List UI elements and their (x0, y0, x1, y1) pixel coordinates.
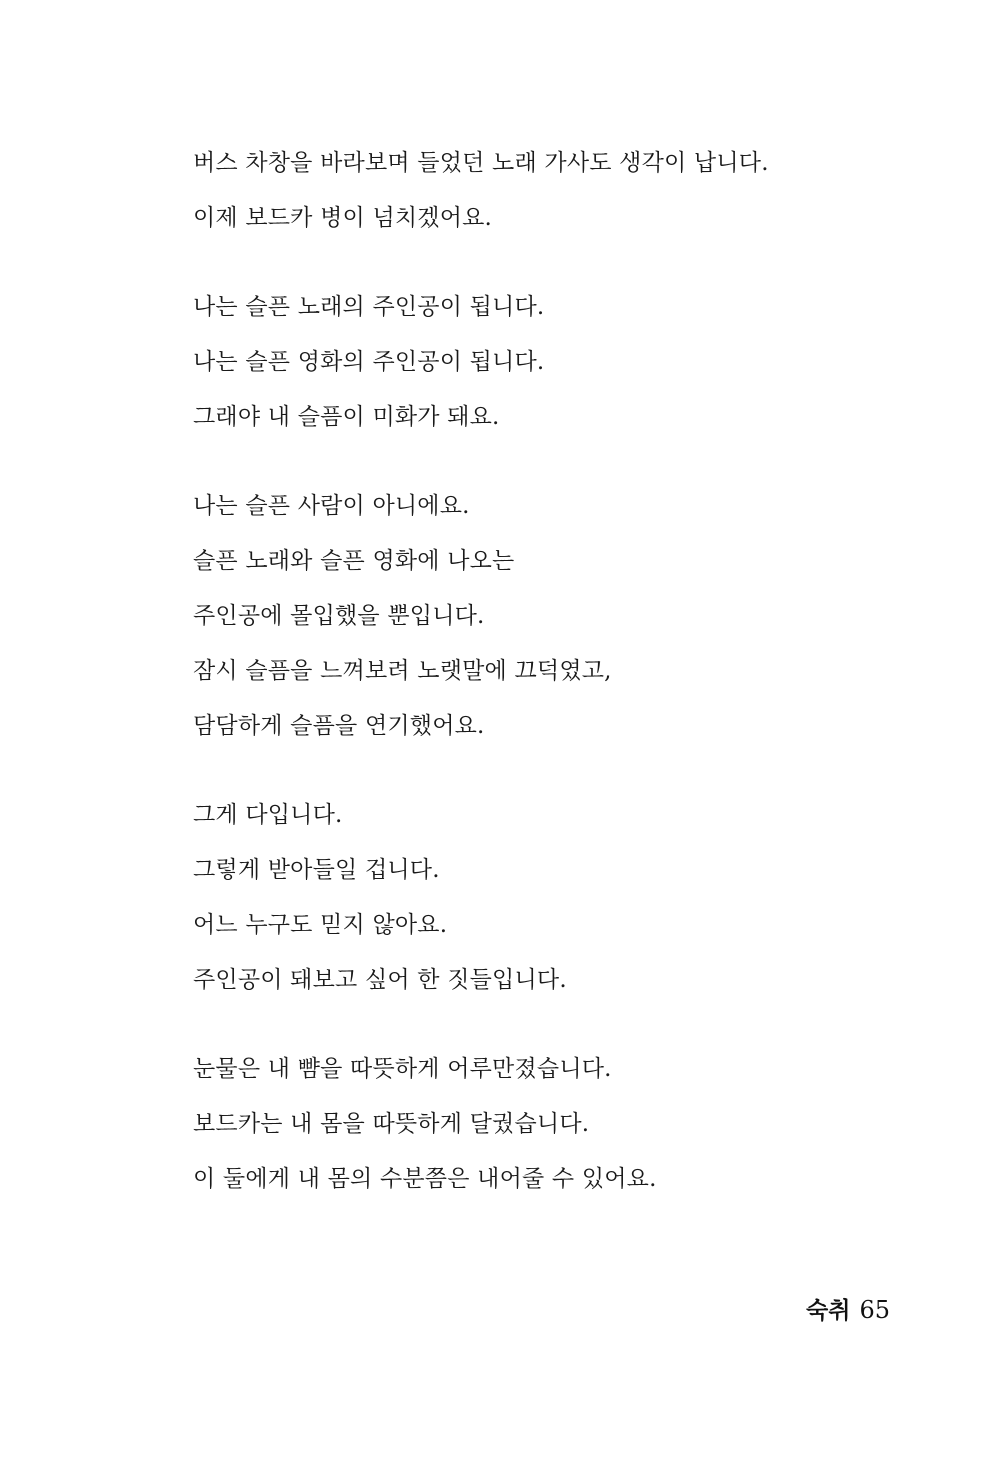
text-line: 나는 슬픈 노래의 주인공이 됩니다. (193, 294, 545, 320)
text-line: 그렇게 받아들일 겁니다. (193, 857, 440, 883)
page-footer (806, 1292, 890, 1325)
text-line: 이제 보드카 병이 넘치겠어요. (193, 205, 493, 231)
footer-chapter-title: 숙취 (806, 1297, 851, 1324)
text-line: 잠시 슬픔을 느껴보려 노랫말에 끄덕였고, (193, 658, 612, 684)
stanza (193, 136, 853, 246)
text-line: 눈물은 내 뺨을 따뜻하게 어루만졌습니다. (193, 1056, 612, 1082)
page-body (193, 136, 853, 1207)
stanza (193, 479, 853, 754)
text-line: 담담하게 슬픔을 연기했어요. (193, 713, 485, 739)
stanza (193, 1042, 853, 1207)
text-line: 주인공이 돼보고 싶어 한 짓들입니다. (193, 967, 567, 993)
text-line: 그래야 내 슬픔이 미화가 돼요. (193, 404, 500, 430)
text-line: 주인공에 몰입했을 뿐입니다. (193, 603, 485, 629)
stanza (193, 788, 853, 1008)
stanza (193, 280, 853, 445)
text-line: 나는 슬픈 영화의 주인공이 됩니다. (193, 349, 545, 375)
text-line: 나는 슬픈 사람이 아니에요. (193, 493, 470, 519)
text-line: 이 둘에게 내 몸의 수분쯤은 내어줄 수 있어요. (193, 1166, 657, 1192)
text-line: 슬픈 노래와 슬픈 영화에 나오는 (193, 548, 515, 574)
text-line: 어느 누구도 믿지 않아요. (193, 912, 448, 938)
text-line: 보드카는 내 몸을 따뜻하게 달궜습니다. (193, 1111, 590, 1137)
text-line: 그게 다입니다. (193, 802, 343, 828)
page-number: 65 (859, 1296, 890, 1324)
text-line: 버스 차창을 바라보며 들었던 노래 가사도 생각이 납니다. (193, 150, 769, 176)
